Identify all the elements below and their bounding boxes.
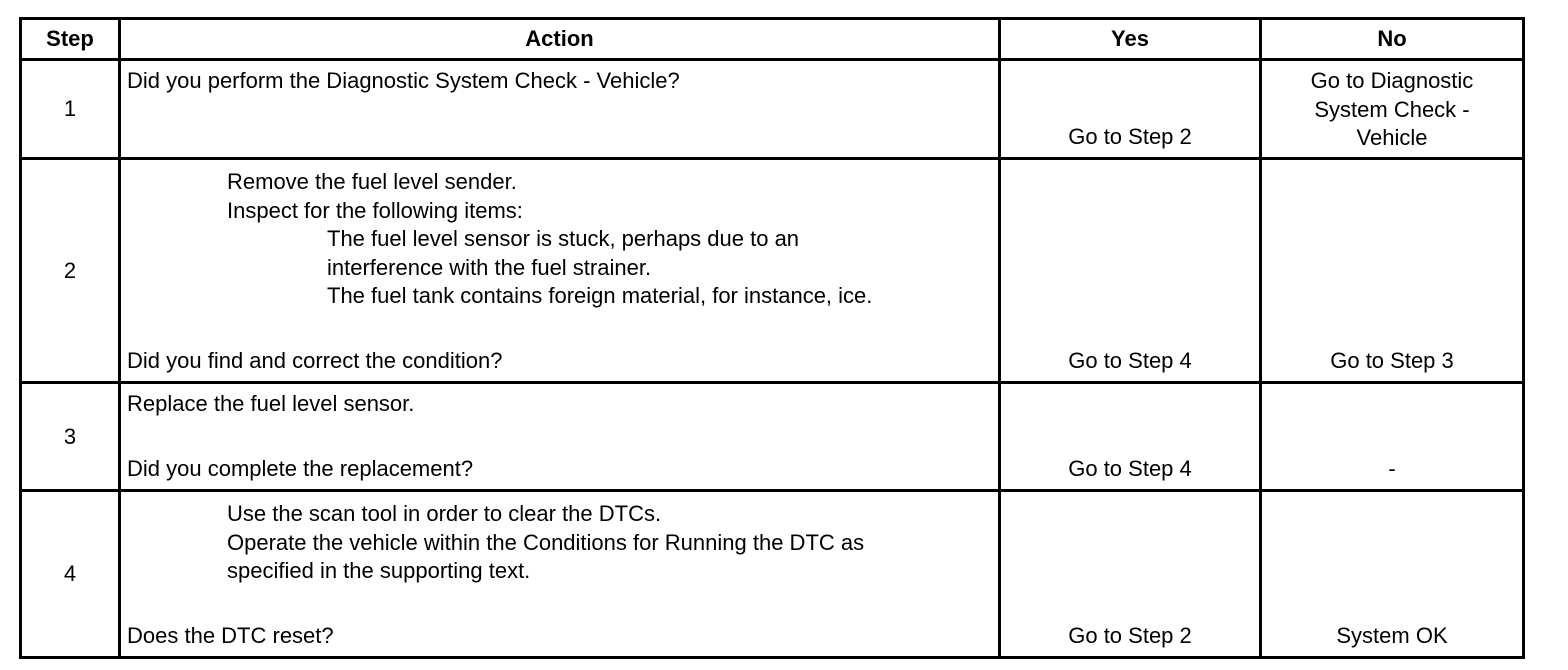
header-step: Step — [21, 19, 120, 60]
action-cell — [120, 60, 1000, 159]
step-cell — [21, 60, 120, 159]
action-line: Inspect for the following items: — [227, 197, 523, 223]
table-row — [21, 159, 1524, 383]
header-yes: Yes — [1000, 19, 1261, 60]
no-result: System OK — [1336, 622, 1448, 648]
yes-result: Go to Step 2 — [1068, 622, 1192, 648]
no-result: - — [1388, 455, 1396, 481]
no-cell — [1261, 60, 1524, 159]
action-line: Replace the fuel level sensor. — [127, 391, 415, 416]
table-row — [21, 60, 1524, 159]
diagnostic-table — [19, 17, 1525, 659]
step-number: 3 — [63, 423, 77, 449]
step-cell — [21, 383, 120, 491]
no-result-line: System Check - — [1314, 96, 1470, 122]
action-line: Remove the fuel level sender. — [227, 169, 517, 194]
action-line: Operate the vehicle within the Conditions for Running the DTC as — [227, 529, 865, 555]
step-number: 4 — [63, 561, 77, 586]
yes-cell — [1000, 159, 1261, 383]
action-line: specified in the supporting text. — [227, 558, 531, 583]
action-line: The fuel tank contains foreign material, for instance, ice. — [327, 283, 873, 308]
action-line: The fuel level sensor is stuck, perhaps due to an — [327, 226, 800, 251]
no-cell — [1261, 159, 1524, 383]
yes-cell — [1000, 383, 1261, 491]
yes-cell — [1000, 60, 1261, 159]
action-cell — [120, 491, 1000, 658]
action-line: Did you perform the Diagnostic System Check - Vehicle? — [127, 68, 680, 93]
action-question: Does the DTC reset? — [127, 623, 334, 648]
no-result-line: Go to Diagnostic — [1310, 68, 1474, 93]
action-question: Did you find and correct the condition? — [127, 348, 503, 373]
table-row — [21, 383, 1524, 491]
yes-result: Go to Step 4 — [1068, 455, 1192, 481]
no-cell — [1261, 383, 1524, 491]
table-row — [21, 491, 1524, 658]
step-number: 1 — [63, 96, 77, 121]
action-question: Did you complete the replacement? — [127, 456, 474, 481]
step-cell — [21, 491, 120, 658]
action-line: interference with the fuel strainer. — [327, 254, 652, 280]
action-cell — [120, 383, 1000, 491]
no-result-line: Vehicle — [1356, 125, 1428, 150]
step-cell — [21, 159, 120, 383]
no-cell — [1261, 491, 1524, 658]
header-action: Action — [120, 19, 1000, 60]
no-result: Go to Step 3 — [1330, 347, 1454, 373]
yes-result: Go to Step 2 — [1068, 123, 1192, 149]
yes-result: Go to Step 4 — [1068, 347, 1192, 373]
action-line: Use the scan tool in order to clear the DTCs. — [227, 501, 662, 526]
header-no: No — [1261, 19, 1524, 60]
yes-cell — [1000, 491, 1261, 658]
step-number: 2 — [63, 257, 77, 283]
action-cell — [120, 159, 1000, 383]
header-row — [21, 19, 1524, 60]
